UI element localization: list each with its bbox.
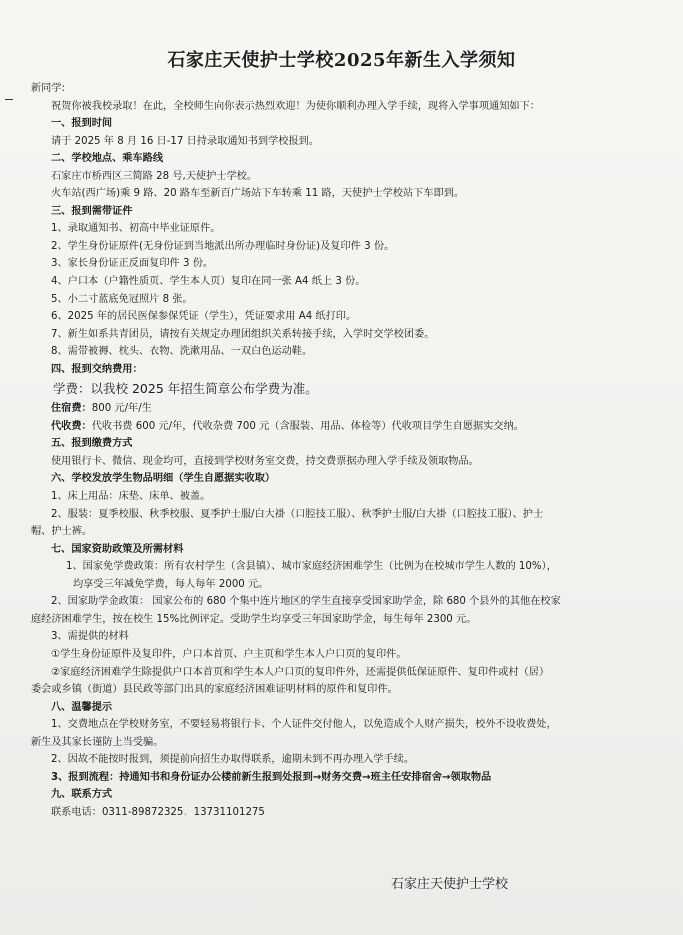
section-line: 2、因故不能按时报到，须提前向招生办取得联系，逾期未到不再办理入学手续。 [51,754,415,766]
margin-mark [5,99,13,100]
section-line: 新生及其家长谨防上当受骗。 [31,736,164,748]
lodging-label: 住宿费： [51,403,92,415]
tuition-line: 学费：以我校 2025 年招生简章公布学费为准。 [53,381,318,397]
section-line: 使用银行卡、微信、现金均可，直接到学校财务室交费，持交费票据办理入学手续及领取物品。 [51,455,479,467]
section-line: ①学生身份证原件及复印件，户口本首页、户主页和学生本人户口页的复印件。 [51,648,407,660]
list-item: 6、2025 年的居民医保参保凭证（学生），凭证要求用 A4 纸打印。 [51,311,357,323]
list-item: 1、录取通知书、初高中毕业证原件。 [51,223,221,235]
section-heading: 四、报到交纳费用： [51,363,143,375]
section-line: 委会或乡镇（街道）县民政等部门出具的家庭经济困难证明材料的原件和复印件。 [31,684,398,696]
list-item: 7、新生如系共青团员，请按有关规定办理团组织关系转接手续，入学时交学校团委。 [51,328,435,340]
section-line: 2、服装：夏季校服、秋季校服、夏季护士服/白大褂（口腔技工服）、秋季护士服/白大褂（口腔技工服）、护士 [51,508,544,520]
phone-number-2: 13731101275 [193,806,265,818]
list-item: 3、家长身份证正反面复印件 3 份。 [51,258,214,270]
notice-body [31,80,656,821]
section-heading: 八、温馨提示 [51,701,113,713]
section-line: 3、报到流程：持通知书和身份证办公楼前新生报到处报到→财务交费→班主任安排宿舍→领取物品 [51,771,492,783]
section-heading: 三、报到需带证件 [51,205,133,217]
section-line: 1、交费地点在学校财务室，不要轻易将银行卡、个人证件交付他人，以免造成个人财产损失，校外不设收费处， [51,719,557,731]
page-title: 石家庄天使护士学校2025年新生入学须知 [167,50,516,71]
section-line: 1、国家免学费政策：所有农村学生（含县镇）、城市家庭经济困难学生（比例为在校城市学生人数的 10%）， [66,561,557,573]
agency-fee-label: 代收费： [51,420,92,432]
section-heading: 六、学校发放学生物品明细（学生自愿据实收取） [51,473,276,485]
section-heading: 七、国家资助政策及所需材料 [51,543,184,555]
section-heading: 九、联系方式 [51,789,113,801]
section-line: 2、国家助学金政策： 国家公布的 680 个集中连片地区的学生直接享受国家助学金，除 680 个县外的其他在校家 [51,596,561,608]
list-item: 8、需带被褥、枕头、衣物、洗漱用品、一双白色运动鞋。 [51,346,313,358]
section-heading: 二、学校地点、乘车路线 [51,153,164,165]
section-line: 请于 2025 年 8 月 16 日-17 日持录取通知书到学校报到。 [51,135,320,147]
section-heading: 一、报到时间 [51,118,113,130]
lodging-line [31,400,656,418]
phone-number-1: 0311-89872325 [101,806,184,818]
agency-fee-line [31,418,656,436]
contact-line: 联系电话：0311-89872325、13731101275 [51,806,265,818]
phone-label: 联系电话： [51,806,102,818]
section-line: 火车站(西广场)乘 9 路、20 路车至新百广场站下车转乘 11 路，天使护士学校站下车即到。 [51,188,465,200]
school-signature: 石家庄天使护士学校 [391,877,509,892]
section-line: ②家庭经济困难学生除提供户口本首页和学生本人户口页的复印件外，还需提供低保证原件、复印件或村（居） [51,666,550,678]
list-item: 5、小二寸蓝底免冠照片 8 张。 [51,293,193,305]
section-line: 3、需提供的材料 [51,631,129,643]
list-item: 4、户口本（户籍性质页、学生本人页）复印在同一张 A4 纸上 3 份。 [51,276,366,288]
agency-fee-value: 代收书费 600 元/年，代收杂费 700 元（含服装、用品、体检等）代收项目学生自愿据实交纳。 [91,420,524,432]
section-heading: 五、报到缴费方式 [51,438,133,450]
section-line: 1、床上用品：床垫、床单、被盖。 [51,491,211,503]
lodging-value: 800 元/年/生 [91,403,152,415]
intro-paragraph: 祝贺你被我校录取！在此，全校师生向你表示热烈欢迎！为使你顺利办理入学手续，现将入学事项通知如下： [51,100,540,112]
section-line: 庭经济困难学生，按在校生 15%比例评定。受助学生均享受三年国家助学金，每生每年 2300 元。 [31,613,477,625]
greeting: 新同学: [31,83,65,94]
section-line: 石家庄市桥西区三简路 28 号,天使护士学校。 [51,170,258,182]
list-item: 2、学生身份证原件(无身份证到当地派出所办理临时身份证)及复印件 3 份。 [51,240,395,252]
section-line: 均享受三年减免学费，每人每年 2000 元。 [73,578,269,590]
section-line: 帽、护士裤。 [31,526,93,538]
